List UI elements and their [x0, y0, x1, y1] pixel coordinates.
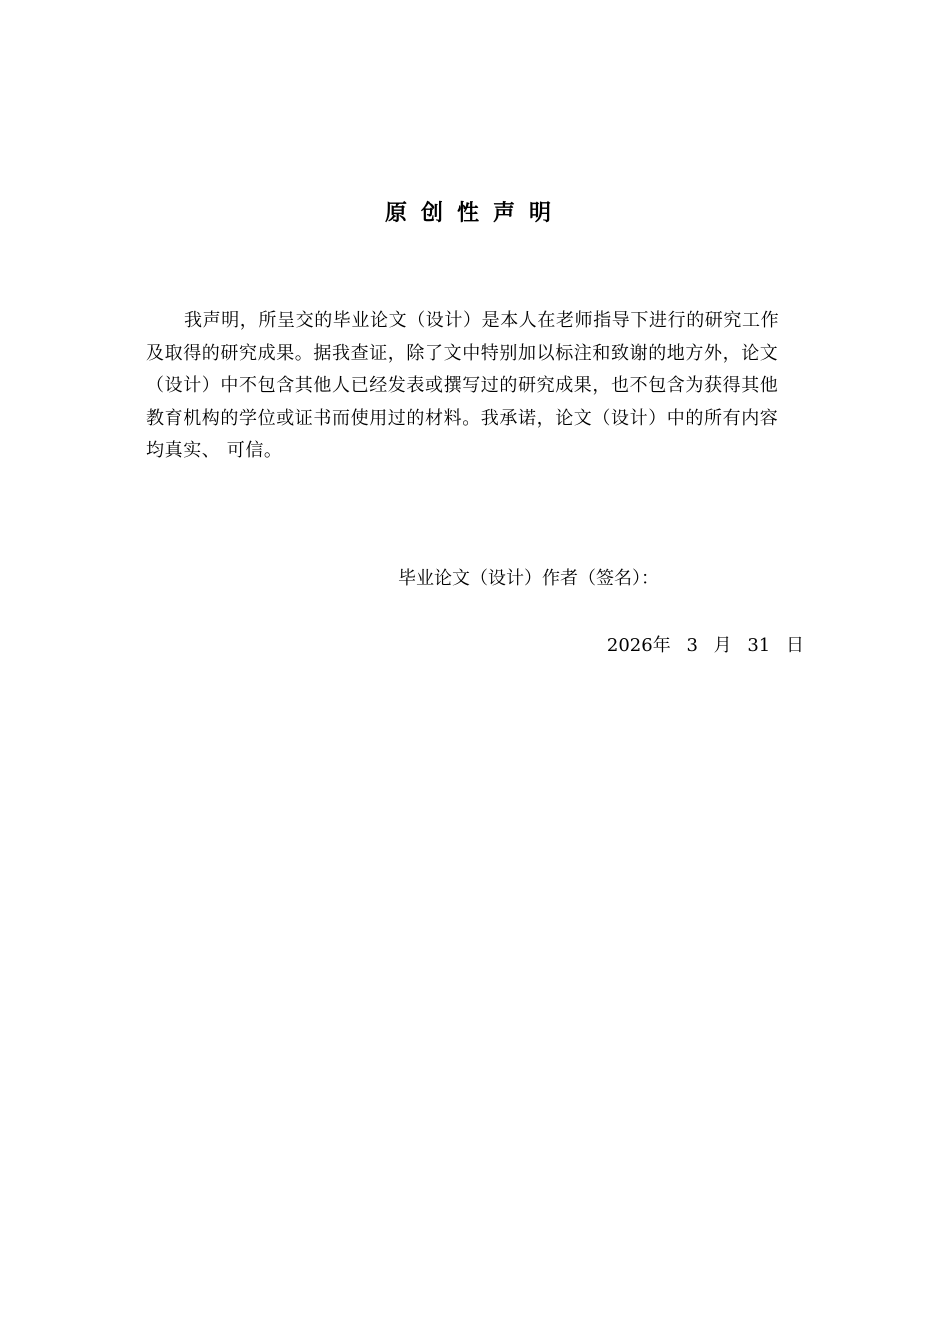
paragraph-line: 均真实、 可信。: [146, 440, 283, 461]
paragraph-line: （设计）中不包含其他人已经发表或撰写过的研究成果，也不包含为获得其他: [146, 375, 779, 396]
date-year-unit: 年: [652, 635, 671, 656]
paragraph-line: 及取得的研究成果。据我查证，除了文中特别加以标注和致谢的地方外，论文: [146, 342, 779, 364]
date-day-unit: 日: [786, 635, 804, 656]
signature-label: 毕业论文（设计）作者（签名）：: [398, 568, 659, 589]
date-month-unit: 月: [713, 635, 732, 656]
signature-date: [607, 632, 804, 660]
paragraph-line: 我声明，所呈交的毕业论文（设计）是本人在老师指导下进行的研究工作: [184, 310, 780, 331]
declaration-paragraph: [146, 305, 808, 468]
date-year: 2026: [606, 635, 653, 656]
date-day: 31: [747, 635, 771, 656]
date-month: 3: [686, 635, 698, 656]
paragraph-line: 教育机构的学位或证书而使用过的材料。我承诺，论文（设计）中的所有内容: [146, 407, 779, 429]
page-title: 原创性声明: [384, 201, 565, 226]
